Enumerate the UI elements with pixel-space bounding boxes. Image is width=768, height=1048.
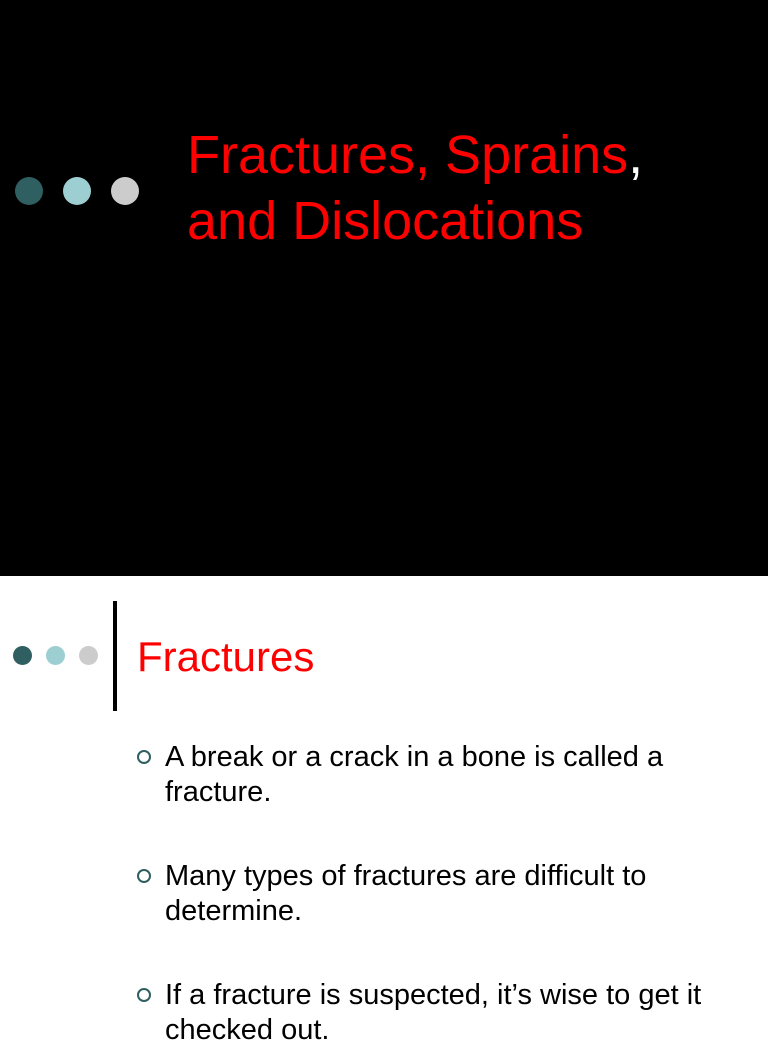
grey-dot-icon — [79, 646, 98, 665]
bullet-item — [137, 859, 717, 929]
grey-dot-icon — [111, 177, 139, 205]
slide-title-line-2: and Dislocations — [187, 191, 584, 251]
hollow-circle-bullet-icon — [137, 869, 151, 883]
bullet-text: A break or a crack in a bone is called a fracture. — [165, 741, 664, 808]
hollow-circle-bullet-icon — [137, 988, 151, 1002]
dark-teal-dot-icon — [13, 646, 32, 665]
hollow-circle-bullet-icon — [137, 750, 151, 764]
light-teal-dot-icon — [46, 646, 65, 665]
slide-title-comma: , — [628, 125, 644, 185]
slide-title-line-1: Fractures, Sprains — [187, 125, 629, 185]
bullet-item — [137, 740, 717, 810]
vertical-divider — [113, 601, 117, 711]
slide-title — [187, 122, 747, 254]
light-teal-dot-icon — [63, 177, 91, 205]
content-slide — [0, 576, 768, 1046]
slide-heading: Fractures — [137, 633, 315, 680]
bullet-text: Many types of fractures are difficult to determine. — [165, 860, 647, 927]
bullet-item — [137, 978, 717, 1048]
dark-teal-dot-icon — [15, 177, 43, 205]
bullet-text: If a fracture is suspected, it’s wise to get it checked out. — [165, 979, 702, 1046]
